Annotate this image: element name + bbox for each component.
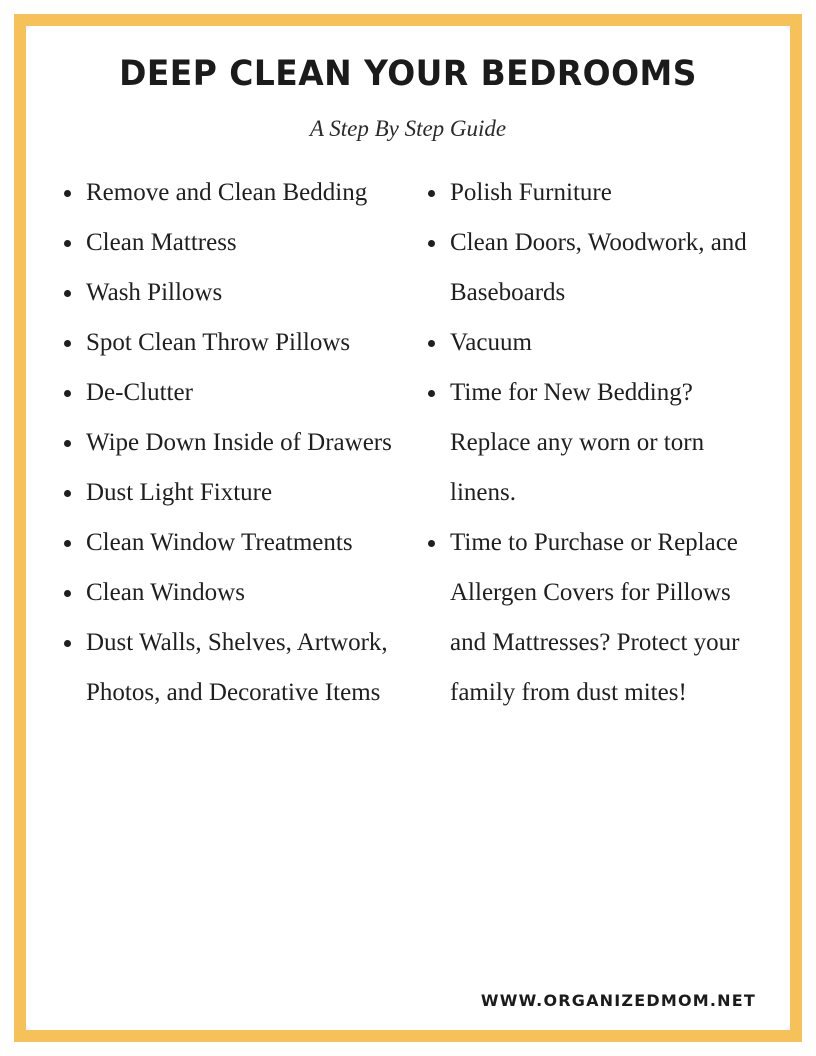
list-item: Time for New Bedding? Replace any worn or torn linens. (418, 368, 756, 518)
list-item: Wipe Down Inside of Drawers (54, 418, 402, 468)
list-item: Clean Doors, Woodwork, and Baseboards (418, 218, 756, 318)
checklist-left (54, 168, 402, 718)
checklist-column-left (54, 168, 408, 991)
list-item: Vacuum (418, 318, 756, 368)
checklist-columns (54, 168, 762, 991)
list-item: De-Clutter (54, 368, 402, 418)
checklist-right (418, 168, 756, 718)
list-item: Dust Light Fixture (54, 468, 402, 518)
list-item: Clean Mattress (54, 218, 402, 268)
list-item: Clean Windows (54, 568, 402, 618)
checklist-column-right (408, 168, 762, 991)
page-subtitle: A Step By Step Guide (309, 116, 507, 141)
list-item: Polish Furniture (418, 168, 756, 218)
footer (54, 991, 762, 1012)
decorative-border-frame (14, 14, 802, 1042)
site-url: WWW.ORGANIZEDMOM.NET (480, 991, 756, 1010)
list-item: Remove and Clean Bedding (54, 168, 402, 218)
list-item: Time to Purchase or Replace Allergen Covers for Pillows and Mattresses? Protect your family from dust mites! (418, 518, 756, 718)
list-item: Clean Window Treatments (54, 518, 402, 568)
list-item: Wash Pillows (54, 268, 402, 318)
list-item: Dust Walls, Shelves, Artwork, Photos, and Decorative Items (54, 618, 402, 718)
page-title: DEEP CLEAN YOUR BEDROOMS (119, 54, 697, 94)
list-item: Spot Clean Throw Pillows (54, 318, 402, 368)
